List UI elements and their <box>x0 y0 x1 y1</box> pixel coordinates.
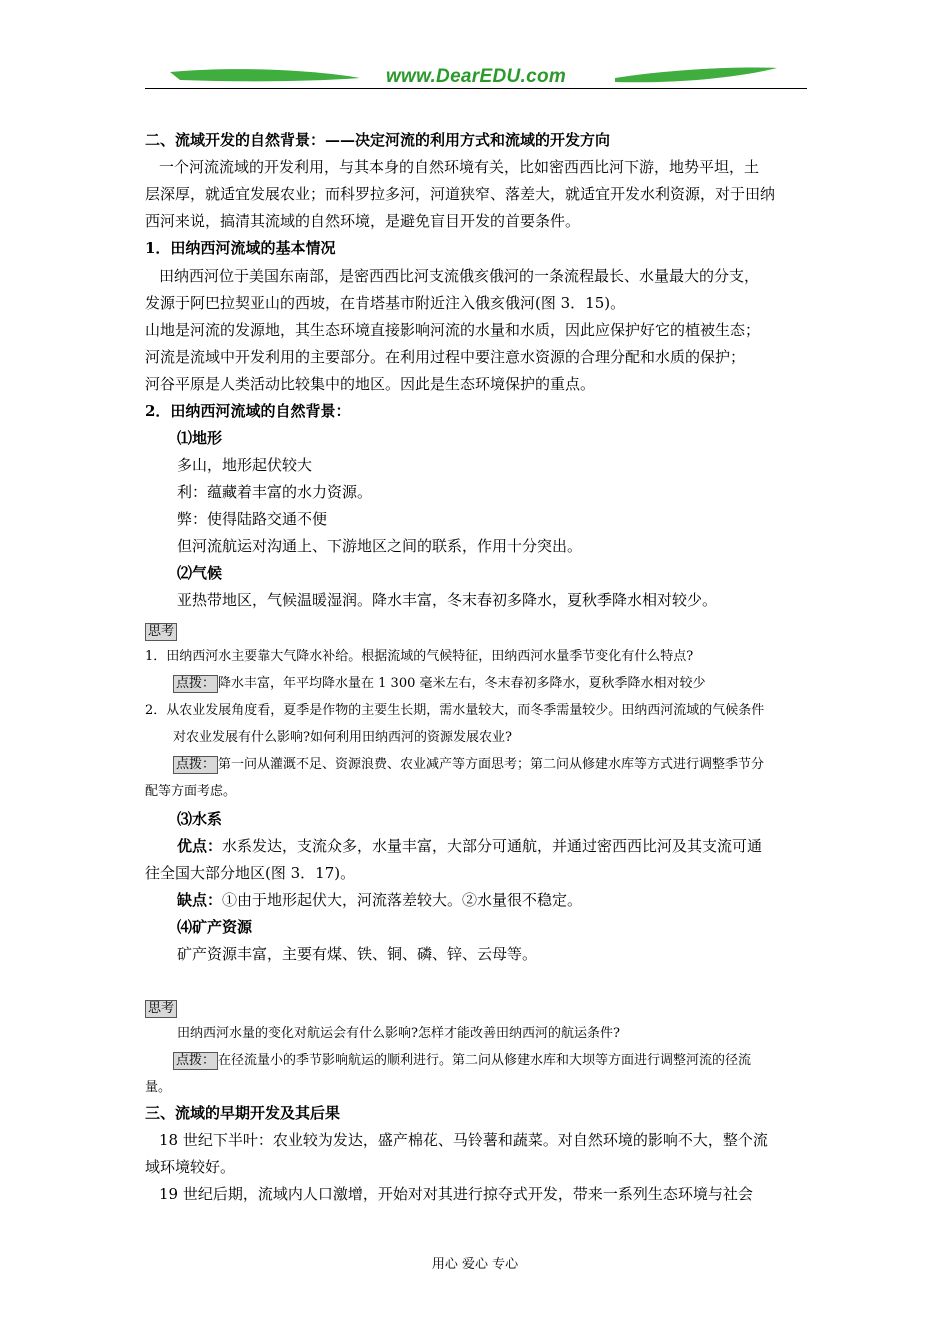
question-line: 对农业发展有什么影响?如何利用田纳西河的资源发展农业? <box>173 730 512 745</box>
page-header <box>145 62 807 94</box>
subheading-1: 1．田纳西河流域的基本情况 <box>145 239 336 257</box>
paragraph-line: 矿产资源丰富，主要有煤、铁、铜、磷、锌、云母等。 <box>177 945 538 963</box>
hint-line: 量。 <box>145 1080 172 1095</box>
topic-climate: ⑵气候 <box>177 564 223 582</box>
topic-terrain: ⑴地形 <box>177 429 223 447</box>
paragraph-line: 层深厚，就适宜发展农业；而科罗拉多河，河道狭窄、落差大，就适宜开发水利资源，对于田纳 <box>145 185 776 203</box>
think-label: 思考 <box>145 1000 177 1018</box>
hint-line: 配等方面考虑。 <box>145 784 237 799</box>
paragraph-line: 优点：水系发达，支流众多，水量丰富，大部分可通航，并通过密西西比河及其支流可通 <box>177 837 763 855</box>
page-footer: 用心 爱心 专心 <box>431 1257 519 1272</box>
paragraph-line: 往全国大部分地区(图 3．17)。 <box>145 864 356 882</box>
paragraph-line: 域环境较好。 <box>145 1158 236 1176</box>
hint-label: 点拨： <box>173 675 218 693</box>
question-line: 田纳西河水量的变化对航运会有什么影响?怎样才能改善田纳西河的航运条件? <box>177 1026 620 1041</box>
topic-minerals: ⑷矿产资源 <box>177 918 253 936</box>
paragraph-line: 亚热带地区，气候温暖湿润。降水丰富，冬末春初多降水，夏秋季降水相对较少。 <box>177 591 718 609</box>
hint-line: 点拨： 在径流量小的季节影响航运的顺利进行。第二问从修建水库和大坝等方面进行调整河流的径流 <box>173 1051 751 1071</box>
paragraph-line: 河流是流域中开发利用的主要部分。在利用过程中要注意水资源的合理分配和水质的保护； <box>145 348 746 366</box>
paragraph-line: 但河流航运对沟通上、下游地区之间的联系，作用十分突出。 <box>177 537 583 555</box>
site-logo[interactable]: www.DearEDU.com <box>385 66 567 87</box>
section-heading-2: 二、流域开发的自然背景：——决定河流的利用方式和流域的开发方向 <box>145 131 611 149</box>
question-line: 2．从农业发展角度看，夏季是作物的主要生长期，需水量较大，而冬季需量较少。田纳西河流域的气候条件 <box>145 703 765 718</box>
paragraph-line: 19 世纪后期，流域内人口激增，开始对对其进行掠夺式开发，带来一系列生态环境与社会 <box>159 1185 753 1203</box>
paragraph-line: 西河来说，搞清其流域的自然环境，是避免盲目开发的首要条件。 <box>145 212 581 230</box>
paragraph-line: 田纳西河位于美国东南部，是密西西比河支流俄亥俄河的一条流程最长、水量最大的分支， <box>159 267 760 285</box>
paragraph-line: 多山，地形起伏较大 <box>177 456 313 474</box>
hint-line: 点拨： 降水丰富，年平均降水量在 1 300 毫米左右，冬末春初多降水，夏秋季降水相对较少 <box>173 674 706 694</box>
topic-water-system: ⑶水系 <box>177 810 223 828</box>
paragraph-line: 18 世纪下半叶：农业较为发达，盛产棉花、马铃薯和蔬菜。对自然环境的影响不大，整个流 <box>159 1131 768 1149</box>
think-box <box>145 620 177 641</box>
header-divider <box>145 88 807 89</box>
hint-label: 点拨： <box>173 1052 218 1070</box>
section-heading-3: 三、流域的早期开发及其后果 <box>145 1104 341 1122</box>
hint-label: 点拨： <box>173 756 218 774</box>
think-label: 思考 <box>145 623 177 641</box>
paragraph-line: 弊：使得陆路交通不便 <box>177 510 328 528</box>
paragraph-line: 发源于阿巴拉契亚山的西坡，在肯塔基市附近注入俄亥俄河(图 3．15)。 <box>145 294 626 312</box>
paragraph-line: 缺点：①由于地形起伏大，河流落差较大。②水量很不稳定。 <box>177 891 583 909</box>
paragraph-line: 河谷平原是人类活动比较集中的地区。因此是生态环境保护的重点。 <box>145 375 596 393</box>
hint-line: 点拨： 第一问从灌溉不足、资源浪费、农业减产等方面思考；第二问从修建水库等方式进行调整季节分 <box>173 755 764 775</box>
subheading-2: 2．田纳西河流域的自然背景： <box>145 402 351 420</box>
question-line: 1．田纳西河水主要靠大气降水补给。根据流域的气候特征，田纳西河水量季节变化有什么特点? <box>145 649 694 664</box>
think-box <box>145 997 177 1018</box>
paragraph-line: 一个河流流域的开发利用，与其本身的自然环境有关，比如密西西比河下游，地势平坦，土 <box>159 158 760 176</box>
paragraph-line: 山地是河流的发源地，其生态环境直接影响河流的水量和水质，因此应保护好它的植被生态； <box>145 321 761 339</box>
paragraph-line: 利：蕴藏着丰富的水力资源。 <box>177 483 373 501</box>
